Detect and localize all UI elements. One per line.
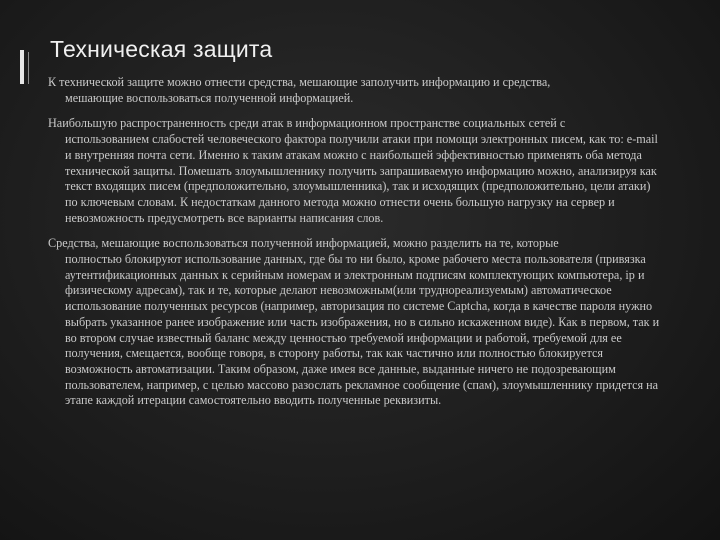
paragraph-1 [48, 75, 663, 106]
paragraph-1-first-line: К технической защите можно отнести средства, мешающие заполучить информацию и средства, [48, 75, 551, 89]
paragraph-3-rest: полностью блокируют использование данных, где бы то ни было, кроме рабочего места пользователя (привязка аутентификационных данных к серийным номерам и электронным подписям комплектующих компьютера, ip и физическому адресам), так и те, которые делают невозможным(или труднореализуемым) автоматическое использование полученных ресурсов (например, авторизация по системе Captcha, когда в качестве пароля нужно выбрать указанное ранее изображение или часть изображения, но в сильно искаженном виде). Как в первом, так и во втором случае известный баланс между ценностью требуемой информации и работой, требуемой для ее получения, смещается, вообще говоря, в сторону работы, так как частично или полностью блокируется возможность автоматизации. Таким образом, даже имея все данные, выданные ничего не подозревающим пользователем, например, с целью массово разослать рекламное сообщение (спам), злоумышленнику придется на этапе каждой итерации самостоятельно вводить полученные реквизиты. [65, 252, 660, 408]
paragraph-2-first-line: Наибольшую распространенность среди атак в информационном пространстве социальных сетей с [48, 116, 566, 131]
paragraph-3-first-line: Средства, мешающие воспользоваться полученной информацией, можно разделить на те, которые [48, 236, 559, 251]
slide-body [48, 75, 663, 419]
paragraph-2-rest: использованием слабостей человеческого фактора получили атаки при помощи электронных писем, как то: e-mail и внутренняя почта сети. Именно к таким атакам можно с наибольшей эффективностью применять оба метода технической защиты. Помешать злоумышленнику получить запрашиваемую информацию можно, анализируя как текст входящих писем (предположительно, злоумышленника), так и исходящих (предположительно, цели атаки) по ключевым словам. К недостаткам данного метода можно отнести очень большую нагрузку на сервер и невозможность предусмотреть все варианты написания слов. [65, 132, 658, 225]
paragraph-3 [48, 236, 663, 409]
paragraph-2 [48, 116, 663, 226]
slide-title: Техническая защита [50, 36, 273, 62]
accent-line [28, 52, 29, 84]
paragraph-1-rest: мешающие воспользоваться полученной информацией. [65, 90, 354, 105]
accent-bar [20, 50, 24, 84]
